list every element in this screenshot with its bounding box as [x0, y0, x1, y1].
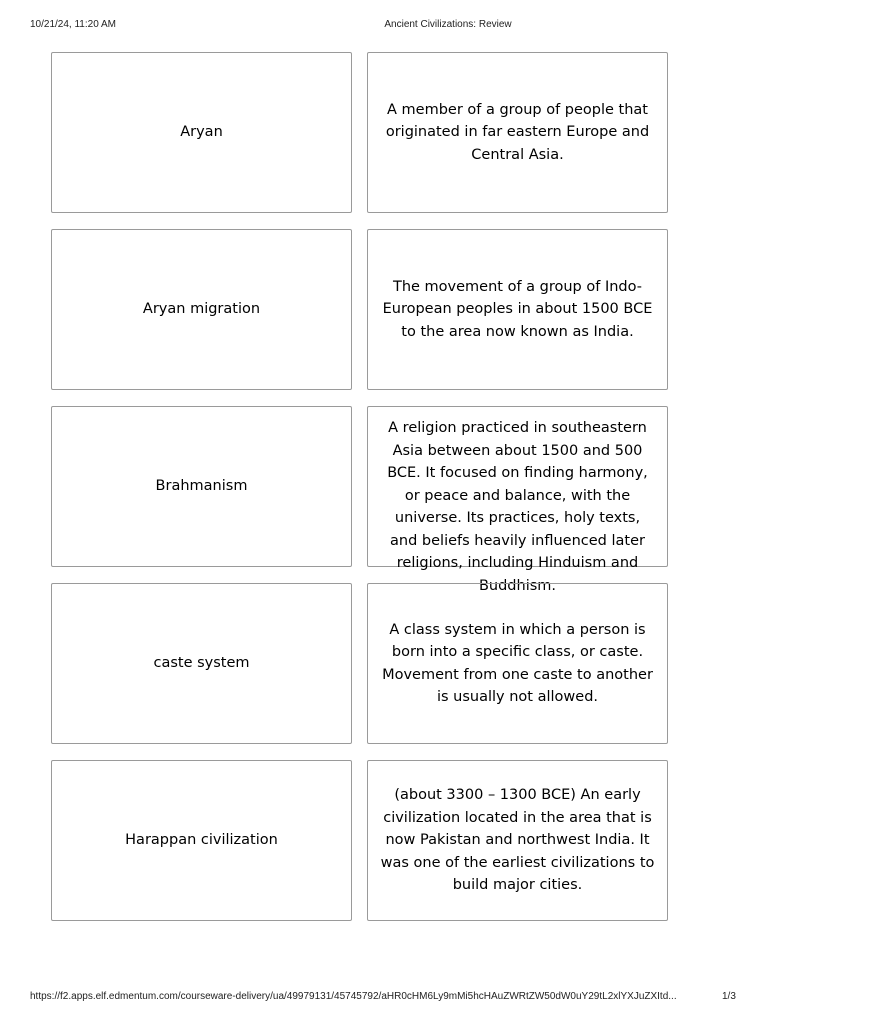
flashcard-row: [51, 52, 669, 213]
page-number: 1/3: [722, 991, 736, 1002]
flashcard-row: [51, 583, 669, 744]
print-datetime: 10/21/24, 11:20 AM: [30, 19, 116, 30]
definition-card[interactable]: The movement of a group of Indo-European peoples in about 1500 BCE to the area now known as India.: [367, 229, 668, 390]
definition-card[interactable]: A religion practiced in southeastern Asia between about 1500 and 500 BCE. It focused on finding harmony, or peace and balance, with the universe. Its practices, holy texts, and beliefs heavily influenced later religions, including Hinduism and Buddhism.: [367, 406, 668, 567]
page-url: https://f2.apps.elf.edmentum.com/courseware-delivery/ua/49979131/45745792/aHR0cHM6Ly9mMi5hcHAuZWRtZW50dW0uY29tL2xlYXJuZXItd...: [30, 991, 677, 1002]
flashcard-row: [51, 760, 669, 921]
flashcard-row: [51, 406, 669, 594]
definition-card[interactable]: A member of a group of people that originated in far eastern Europe and Central Asia.: [367, 52, 668, 213]
print-footer: [0, 991, 768, 1005]
term-card[interactable]: Brahmanism: [51, 406, 352, 567]
page-title: Ancient Civilizations: Review: [384, 19, 512, 30]
definition-card[interactable]: (about 3300 – 1300 BCE) An early civilization located in the area that is now Pakistan and northwest India. It was one of the earliest civilizations to build major cities.: [367, 760, 668, 921]
term-card[interactable]: Harappan civilization: [51, 760, 352, 921]
definition-card[interactable]: A class system in which a person is born into a specific class, or caste. Movement from one caste to another is usually not allowed.: [367, 583, 668, 744]
print-header: [0, 19, 768, 33]
flashcard-list: [51, 52, 669, 937]
term-card[interactable]: Aryan: [51, 52, 352, 213]
flashcard-row: [51, 229, 669, 390]
term-card[interactable]: Aryan migration: [51, 229, 352, 390]
term-card[interactable]: caste system: [51, 583, 352, 744]
